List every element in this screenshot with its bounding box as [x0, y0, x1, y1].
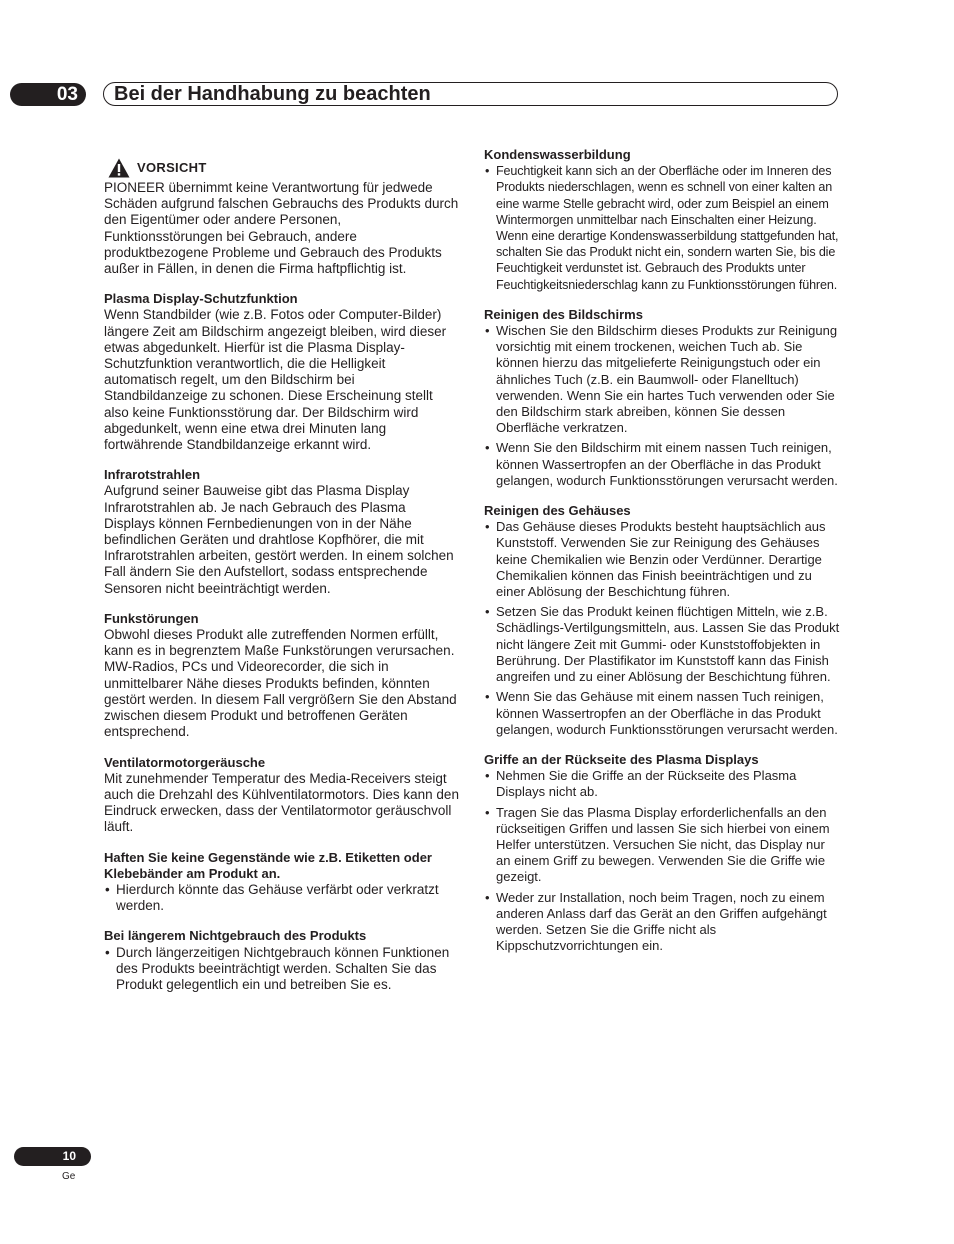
list-item	[484, 890, 842, 955]
stickers-heading: Haften Sie keine Gegenstände wie z.B. Etiketten oder Klebebänder am Produkt an.	[104, 849, 432, 881]
screen-cleaning-list	[484, 323, 842, 489]
list-item-text: Setzen Sie das Produkt keinen flüchtigen Mitteln, wie z.B. Schädlings-Vertilgungsmitteln, aus. Lassen Sie das Produkt nicht längere Zeit mit Gummi- oder Kunststoffobjekten in Berührung. Der Plastifikator im Kunststoff kann das Finish angreifen und zu einer Ablösung der Beschichtung führen.	[496, 604, 840, 685]
disuse-list	[104, 945, 460, 994]
bullet-icon: •	[485, 889, 490, 905]
radio-interference-text: Obwohl dieses Produkt alle zutreffenden Normen erfüllt, kann es in begrenztem Maße Funkstörungen verursachen. MW-Radios, PCs und Videorecorder, die sich in unmittelbarer Nähe dieses Produkts befinden, könnten gestört werden. In diesem Fall vergrößern Sie den Abstand zwischen diesem Produkt und betroffenen Geräten entsprechend.	[104, 627, 457, 740]
list-item	[484, 604, 842, 685]
list-item-text: Feuchtigkeit kann sich an der Oberfläche oder im Inneren des Produkts niederschlagen, wenn es schnell von einer kalten an eine warme Stelle gebracht wird, oder zum Beispiel an einem Wintermorgen unmittelbar nach Einschalten einer Heizung. Wenn eine derartige Kondenswasserbildung stattgefunden hat, schalten Sie das Produkt nicht ein, sondern warten Sie, bis die Feuchtigkeit verdunstet ist. Gebrauch des Produkts unter Feuchtigkeitsniederschlag kann zu Funktionsstörungen führen.	[496, 164, 839, 292]
infrared-section	[104, 467, 460, 597]
plasma-protection-text: Wenn Standbilder (wie z.B. Fotos oder Computer-Bilder) längere Zeit am Bildschirm angezeigt bleiben, wird dieser etwas abgedunkelt. Hierfür ist die Plasma Display-Schutzfunktion verantwortlich, die die Helligkeit automatisch regelt, um den Bildschirm bei Standbildanzeige zu schonen. Diese Erscheinung stellt also keine Funktionsstörung dar. Der Bildschirm wird abgedunkelt, wenn eine etwa drei Minuten lang fortwährende Standbildanzeige erkannt wird.	[104, 307, 447, 453]
bullet-icon: •	[485, 164, 490, 179]
list-item-text: Nehmen Sie die Griffe an der Rückseite des Plasma Displays nicht ab.	[496, 768, 797, 800]
list-item	[484, 689, 842, 738]
fan-noise-section	[104, 755, 460, 836]
list-item-text: Weder zur Installation, noch beim Tragen, noch zu einem anderen Anlass darf das Gerät an den Griffen aufgehängt werden. Setzen Sie die Griffe nicht als Kippschutzvorrichtungen ein.	[496, 889, 827, 954]
chapter-number: 03	[10, 83, 86, 106]
caution-text: PIONEER übernimmt keine Verantwortung für jedwede Schäden aufgrund falschen Gebrauchs des Produkts durch den Eigentümer oder andere Personen, Funktionsstörungen bei Gebrauch, andere produktbezogene Probleme und Gebrauch des Produkts außer in Fällen, in denen die Firma haftpflichtig ist.	[104, 180, 459, 277]
list-item-text: Hierdurch könnte das Gehäuse verfärbt oder verkratzt werden.	[116, 881, 439, 914]
list-item	[484, 323, 842, 436]
list-item	[104, 882, 460, 914]
screen-cleaning-heading: Reinigen des Bildschirms	[484, 306, 643, 322]
left-column	[104, 157, 460, 1007]
bullet-icon: •	[485, 519, 490, 535]
condensation-section	[484, 147, 842, 293]
language-code: Ge	[62, 1171, 76, 1182]
housing-cleaning-section	[484, 503, 842, 738]
list-item-text: Durch längerzeitigen Nichtgebrauch können Funktionen des Produkts beeinträchtigt werden. Schalten Sie das Produkt gelegentlich ein und betreiben Sie es.	[116, 944, 450, 992]
bullet-icon: •	[485, 804, 490, 820]
infrared-text: Aufgrund seiner Bauweise gibt das Plasma Display Infrarotstrahlen ab. Je nach Gebrauch des Plasma Displays können Fernbedienungen von in der Nähe befindlichen Geräten und drahtlose Kopfhörer, die mit Infrarotstrahlen arbeiten, gestört werden. In einem solchen Fall ändern Sie den Aufstellort, sodass entsprechende Sensoren nicht beeinträchtigt werden.	[104, 483, 454, 596]
list-item	[484, 163, 842, 293]
screen-cleaning-section	[484, 307, 842, 489]
page-title-frame	[103, 82, 838, 106]
bullet-icon: •	[105, 881, 110, 897]
condensation-list	[484, 163, 842, 293]
bullet-icon: •	[485, 689, 490, 705]
handles-section	[484, 752, 842, 954]
list-item-text: Wischen Sie den Bildschirm dieses Produkts zur Reinigung vorsichtig mit einem trockenen, weichen Tuch ab. Sie können hierzu das mitgelieferte Reinigungstuch oder ein ähnliches Tuch (z.B. ein Baumwoll- oder Flanelltuch) verwenden. Wenn Sie ein hartes Tuch verwenden oder Sie den Bildschirm stark abreiben, können Sie dessen Oberfläche verkratzen.	[496, 323, 838, 436]
bullet-icon: •	[485, 323, 490, 339]
warning-triangle-icon	[108, 158, 130, 178]
list-item	[484, 519, 842, 600]
plasma-protection-section	[104, 291, 460, 453]
list-item	[484, 805, 842, 886]
bullet-icon: •	[485, 440, 490, 456]
stickers-list	[104, 882, 460, 914]
fan-noise-text: Mit zunehmender Temperatur des Media-Receivers steigt auch die Drehzahl des Kühlventilatormotors. Dies kann den Eindruck erwecken, dass der Ventilatormotor geräuschvoll läuft.	[104, 770, 459, 835]
plasma-protection-heading: Plasma Display-Schutzfunktion	[104, 291, 298, 307]
bullet-icon: •	[105, 944, 110, 960]
stickers-section	[104, 850, 460, 915]
page-number: 10	[14, 1147, 91, 1166]
bullet-icon: •	[485, 768, 490, 784]
list-item-text: Wenn Sie das Gehäuse mit einem nassen Tuch reinigen, können Wassertropfen an der Oberfläche in das Produkt gelangen, wodurch Funktionsstörungen verursacht werden.	[496, 689, 838, 737]
list-item	[484, 768, 842, 800]
infrared-heading: Infrarotstrahlen	[104, 467, 201, 483]
list-item	[484, 440, 842, 489]
caution-section	[104, 157, 460, 277]
bullet-icon: •	[485, 604, 490, 620]
disuse-heading: Bei längerem Nichtgebrauch des Produkts	[104, 928, 367, 944]
fan-noise-heading: Ventilatormotorgeräusche	[104, 754, 266, 770]
right-column	[484, 147, 842, 968]
radio-interference-heading: Funkstörungen	[104, 610, 199, 626]
disuse-section	[104, 928, 460, 993]
page-title: Bei der Handhabung zu beachten	[114, 83, 431, 105]
housing-cleaning-list	[484, 519, 842, 738]
condensation-heading: Kondenswasserbildung	[484, 147, 631, 162]
caution-heading	[108, 157, 460, 179]
list-item-text: Das Gehäuse dieses Produkts besteht hauptsächlich aus Kunststoff. Verwenden Sie zur Reinigung des Gehäuses keine Chemikalien wie Benzin oder Verdünner. Derartige Chemikalien können das Finish beeinträchtigen und zu einer Ablösung der Beschichtung führen.	[496, 519, 826, 600]
handles-heading: Griffe an der Rückseite des Plasma Displays	[484, 751, 759, 767]
radio-interference-section	[104, 611, 460, 741]
handles-list	[484, 768, 842, 954]
list-item-text: Wenn Sie den Bildschirm mit einem nassen Tuch reinigen, können Wassertropfen an der Oberfläche in das Produkt gelangen, wodurch Funktionsstörungen verursacht werden.	[496, 440, 838, 488]
caution-label: VORSICHT	[137, 159, 207, 175]
housing-cleaning-heading: Reinigen des Gehäuses	[484, 503, 631, 519]
list-item-text: Tragen Sie das Plasma Display erforderlichenfalls an den rückseitigen Griffen und lassen Sie sich hierbei von einem Helfer unterstützen. Versuchen Sie nicht, das Display nur an einem Griff zu bewegen. Verwenden Sie die Griffe wie gezeigt.	[496, 804, 830, 885]
list-item	[104, 945, 460, 994]
